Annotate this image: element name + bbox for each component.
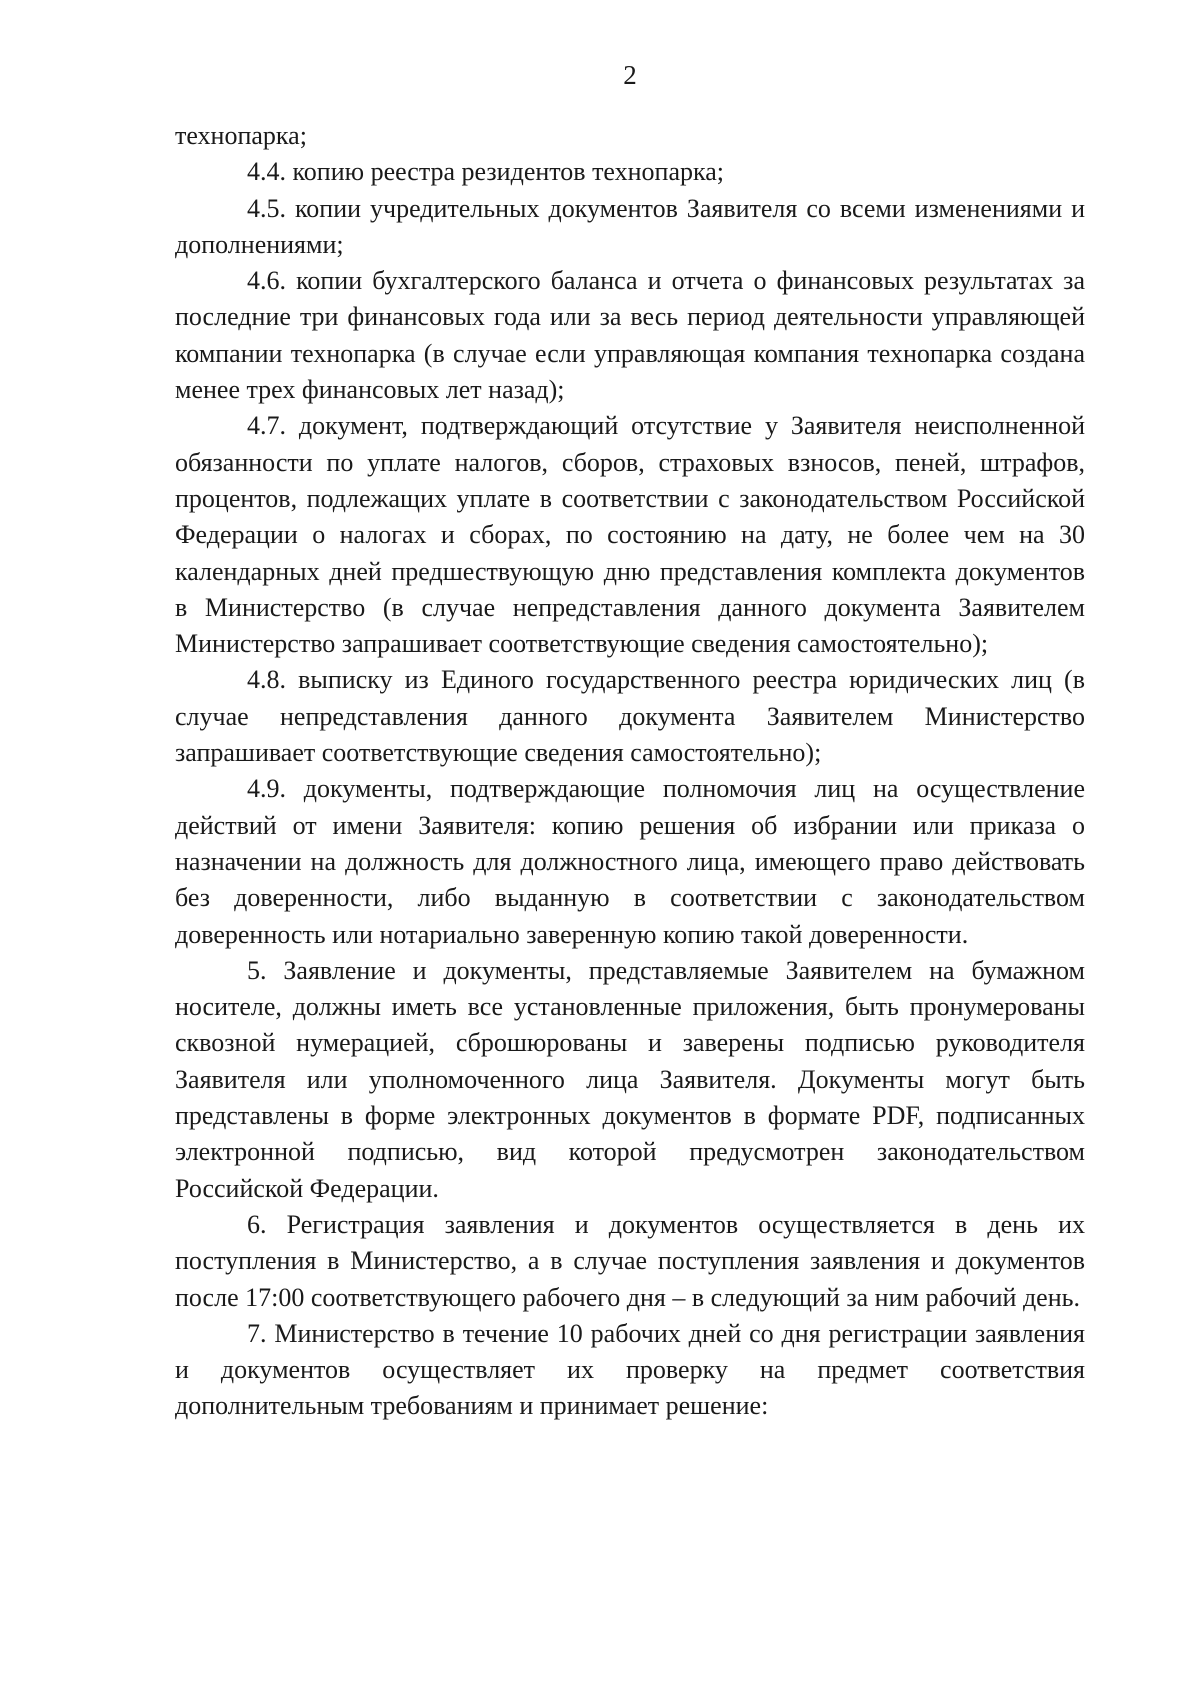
page-number: 2 [623, 60, 637, 90]
paragraph-4-5: 4.5. копии учредительных документов Заявителя со всеми изменениями и дополнениями; [175, 193, 1085, 259]
paragraph-7: 7. Министерство в течение 10 рабочих дней со дня регистрации заявления и документов осуществляет их проверку на предмет соответствия дополнительным требованиям и принимает решение: [175, 1318, 1085, 1421]
paragraph-continuation: технопарка; [175, 121, 307, 150]
paragraph-6: 6. Регистрация заявления и документов осуществляется в день их поступления в Министерство, а в случае поступления заявления и документов после 17:00 соответствующего рабочего дня – в следующий за ним рабочий день. [175, 1209, 1085, 1312]
paragraph-5: 5. Заявление и документы, представляемые Заявителем на бумажном носителе, должны иметь все установленные приложения, быть пронумерованы сквозной нумерацией, сброшюрованы и заверены подписью руководителя Заявителя или уполномоченного лица Заявителя. Документы могут быть представлены в форме электронных документов в формате PDF, подписанных электронной подписью, вид которой предусмотрен законодательством Российской Федерации. [175, 955, 1085, 1203]
paragraph-4-9: 4.9. документы, подтверждающие полномочия лиц на осуществление действий от имени Заявителя: копию решения об избрании или приказа о назначении на должность для должностного лица, имеющего право действовать без доверенности, либо выданную в соответствии с законодательством доверенность или нотариально заверенную копию такой доверенности. [175, 774, 1085, 949]
paragraph-4-4: 4.4. копию реестра резидентов технопарка; [247, 157, 725, 187]
paragraph-4-6: 4.6. копии бухгалтерского баланса и отчета о финансовых результатах за последние три финансовых года или за весь период деятельности управляющей компании технопарка (в случае если управляющая компания технопарка создана менее трех финансовых лет назад); [175, 266, 1085, 405]
document-body [175, 118, 1085, 1425]
paragraph-4-8: 4.8. выписку из Единого государственного реестра юридических лиц (в случае непредставления данного документа Заявителем Министерство запрашивает соответствующие сведения самостоятельно); [175, 665, 1085, 768]
paragraph-4-7: 4.7. документ, подтверждающий отсутствие у Заявителя неисполненной обязанности по уплате налогов, сборов, страховых взносов, пеней, штрафов, процентов, подлежащих уплате в соответствии с законодательством Российской Федерации о налогах и сборах, по состоянию на дату, не более чем на 30 календарных дней предшествующую дню представления комплекта документов в Министерство (в случае непредставления данного документа Заявителем Министерство запрашивает соответствующие сведения самостоятельно); [175, 411, 1085, 659]
